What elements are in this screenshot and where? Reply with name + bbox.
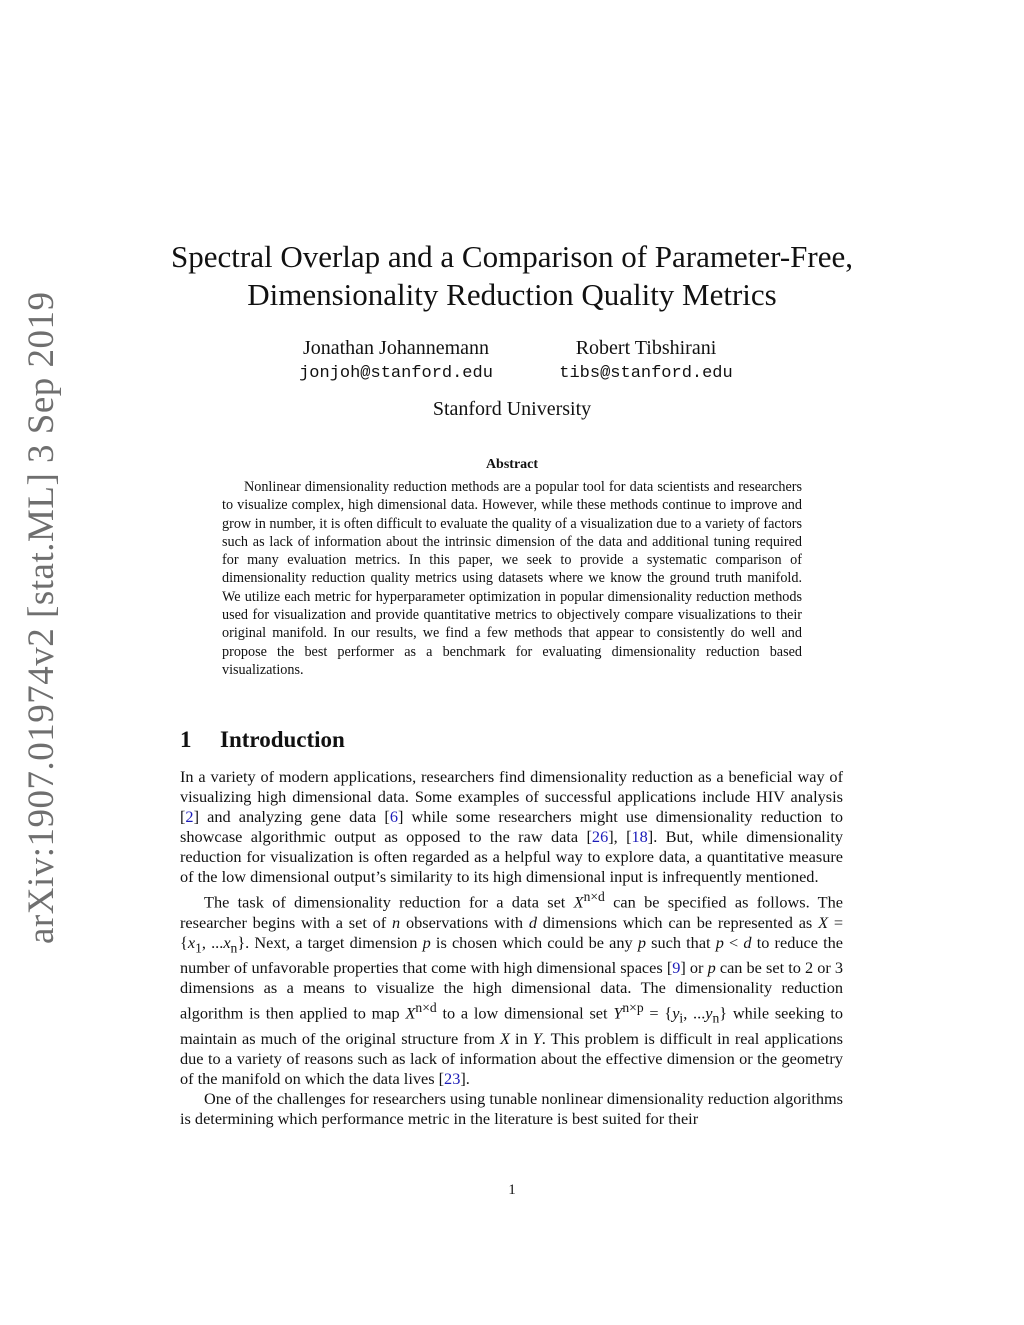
math-var: y <box>672 1003 680 1023</box>
citation-link[interactable]: 9 <box>672 958 681 978</box>
text-run: . This problem is difficult in real applications due to a variety of reasons such as lack of information about the effective dimension or the geometry of the manifold on which the data lives [ <box>180 1028 844 1088</box>
author-name: Robert Tibshirani <box>575 337 717 359</box>
citation-link[interactable]: 2 <box>185 807 194 827</box>
text-run: to reduce the number of unfavorable properties that come with high dimensional spaces [ <box>180 932 844 978</box>
text-run: } while seeking to maintain as much of the original structure from <box>180 1003 844 1048</box>
text-run: in <box>509 1028 533 1048</box>
text-run: ] while some researchers might use dimensionality reduction to showcase algorithmic output as opposed to the raw data [ <box>180 807 843 847</box>
math-var: p <box>707 958 716 978</box>
math-var: X <box>499 1028 510 1048</box>
math-var: p <box>637 932 646 952</box>
author-block <box>276 336 516 386</box>
math-superscript: n×d <box>583 889 605 905</box>
math-var: y <box>705 1003 713 1023</box>
citation-link[interactable]: 18 <box>631 827 648 847</box>
math-superscript: n×p <box>622 1000 644 1016</box>
text-run: ] or <box>680 958 708 978</box>
math-var: d <box>743 932 752 952</box>
text-run: ] and analyzing gene data [ <box>193 807 390 827</box>
math-var: X <box>818 912 829 932</box>
paper-title <box>150 238 874 314</box>
citation-link[interactable]: 6 <box>389 807 398 827</box>
text-run: ], [ <box>608 827 632 847</box>
text-run: , ... <box>683 1003 706 1023</box>
author-block <box>526 336 766 386</box>
text-run: }. Next, a target dimension <box>237 932 423 952</box>
math-var: n <box>392 912 401 932</box>
text-run: , ... <box>201 932 224 952</box>
text-run: such that <box>645 932 716 952</box>
abstract-heading: Abstract <box>485 457 539 472</box>
math-var: p <box>422 932 431 952</box>
author-email[interactable]: jonjoh@stanford.edu <box>299 364 493 383</box>
text-run: The task of dimensionality reduction for a data set <box>204 892 574 912</box>
text-run: = { <box>643 1003 673 1023</box>
section-body <box>180 767 843 1129</box>
math-subscript: i <box>679 1010 684 1026</box>
text-run: One of the challenges for researchers using tunable nonlinear dimensionality reduction algorithms is determining which performance metric in the literature is best suited for their <box>180 1089 843 1129</box>
math-var: x <box>187 932 196 952</box>
math-subscript: n <box>712 1010 720 1026</box>
abstract-text: Nonlinear dimensionality reduction methods are a popular tool for data scientists and researchers to visualize complex, high dimensional data. However, while these methods continue to improve and grow in number, it is often difficult to evaluate the quality of a visualization due to a variety of factors such as lack of information about the intrinsic dimension of the data and additional tuning required for many evaluation metrics. In this paper, we seek to provide a systematic comparison of dimensionality reduction quality metrics using datasets where we know the ground truth manifold. We utilize each metric for hyperparameter optimization in popular dimensionality reduction methods used for visualization and provide quantitative metrics to objectively compare visualizations to their original manifold. In our results, we find a few methods that appear to consistently do well and propose the best performer as a benchmark for evaluating dimensionality reduction based visualizations. <box>222 479 802 678</box>
text-run: ]. But, while dimensionality reduction for visualization is often regarded as a helpful way to explore data, a quantitative measure of the low dimensional output’s similarity to its high dimensional input is infrequently mentioned. <box>180 827 844 887</box>
text-run: observations with <box>400 912 529 932</box>
math-superscript: n×d <box>415 1000 437 1016</box>
text-run: dimensions which can be represented as <box>536 912 819 932</box>
paragraph <box>180 887 843 1089</box>
math-var: X <box>405 1003 416 1023</box>
text-run: ]. <box>460 1069 470 1088</box>
citation-link[interactable]: 26 <box>591 827 609 847</box>
math-subscript: 1 <box>195 940 202 956</box>
arxiv-identifier-stamp: arXiv:1907.01974v2 [stat.ML] 3 Sep 2019 <box>21 291 62 944</box>
math-subscript: n <box>230 940 238 956</box>
paragraph <box>180 767 843 887</box>
math-var: d <box>528 912 537 932</box>
affiliation: Stanford University <box>432 398 592 420</box>
author-email[interactable]: tibs@stanford.edu <box>559 364 733 383</box>
text-run: can be set to 2 or 3 dimensions as a means to visualize the high dimensional data. The dimensionality reduction algorithm is then applied to map <box>180 958 844 1023</box>
text-run: < <box>723 932 744 952</box>
section-number: 1 <box>180 727 192 752</box>
section-title: Introduction <box>220 727 345 752</box>
math-var: X <box>573 892 584 912</box>
text-run: to a low dimensional set <box>436 1003 614 1023</box>
math-var: x <box>223 932 231 952</box>
paper-title-line-1: Spectral Overlap and a Comparison of Parameter-Free, <box>171 239 853 274</box>
author-name: Jonathan Johannemann <box>302 337 490 359</box>
paper-title-line-2: Dimensionality Reduction Quality Metrics <box>247 277 777 312</box>
math-var: Y <box>613 1003 623 1023</box>
text-run: is chosen which could be any <box>430 932 638 952</box>
math-var: p <box>715 932 724 952</box>
text-run: In a variety of modern applications, researchers find dimensionality reduction as a beneficial way of visualizing high dimensional data. Some examples of successful applications include HIV analysis [ <box>180 767 843 827</box>
math-var: Y <box>532 1028 542 1048</box>
text-run: can be specified as follows. The researcher begins with a set of <box>180 892 843 932</box>
text-run: = { <box>180 912 844 952</box>
page-number: 1 <box>508 1182 516 1198</box>
paragraph <box>180 1089 843 1129</box>
section-heading <box>180 725 680 755</box>
citation-link[interactable]: 23 <box>444 1069 461 1088</box>
